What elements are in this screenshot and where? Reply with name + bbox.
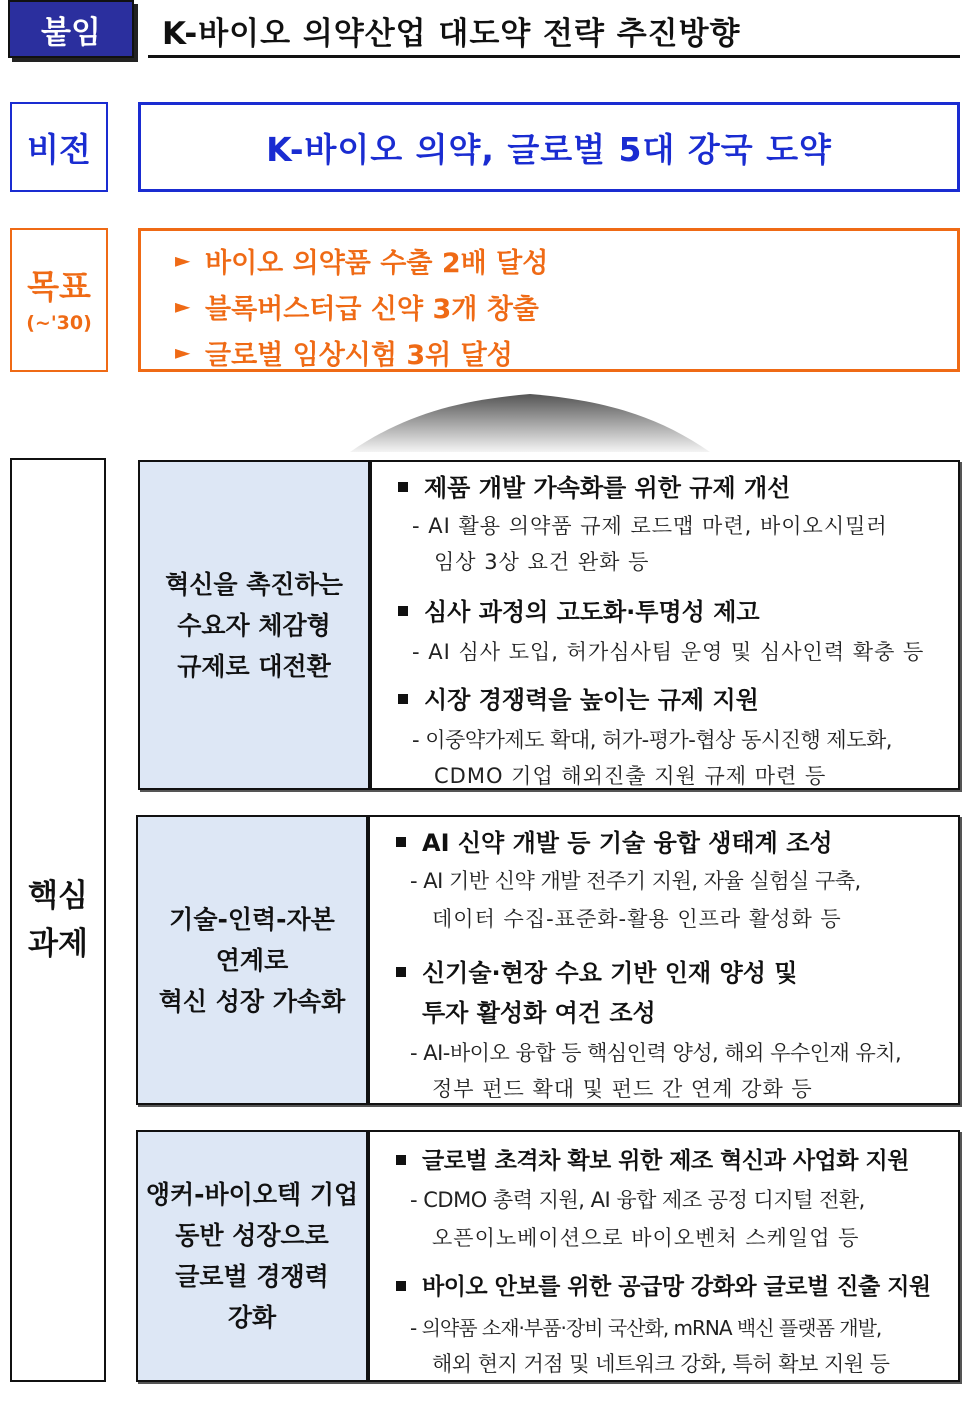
task-item-heading: 심사 과정의 고도화·투명성 제고 — [398, 592, 760, 627]
core-label-line: 과제 — [28, 926, 88, 962]
task-item-detail: - AI 심사 도입, 허가심사팀 운영 및 심사인력 확충 등 — [412, 640, 925, 664]
square-bullet-icon — [396, 1281, 406, 1291]
square-bullet-icon — [396, 967, 406, 977]
task-item-heading: AI 신약 개발 등 기술 융합 생태계 조성 — [396, 823, 833, 858]
task-item-detail: - CDMO 총력 지원, AI 융합 제조 공정 디지털 전환, — [410, 1188, 865, 1212]
title-bar — [148, 0, 960, 58]
task-item-heading: 제품 개발 가속화를 위한 규제 개선 — [398, 468, 790, 503]
goal-item-text: 블록버스터급 신약 3개 창출 — [205, 293, 539, 325]
core-label-line: 핵심 — [28, 878, 88, 914]
task-item-heading: 시장 경쟁력을 높이는 규제 지원 — [398, 680, 759, 715]
square-bullet-icon — [396, 837, 406, 847]
task-item-detail: - 의약품 소재·부품·장비 국산화, mRNA 백신 플랫폼 개발, — [410, 1316, 882, 1340]
task-item-detail: 데이터 수집-표준화-활용 인프라 활성화 등 — [432, 907, 842, 931]
task-title-line: 연계로 — [215, 945, 289, 975]
task-item-detail: 정부 펀드 확대 및 펀드 간 연계 강화 등 — [432, 1077, 813, 1101]
task-item-detail: - AI-바이오 융합 등 핵심인력 양성, 해외 우수인재 유치, — [410, 1041, 902, 1065]
goal-label — [10, 228, 108, 372]
attachment-badge: 붙임 — [8, 0, 134, 58]
task-detail-box — [370, 460, 960, 790]
goal-item — [175, 329, 957, 375]
square-bullet-icon — [398, 694, 408, 704]
triangle-bullet-icon: ► — [175, 248, 191, 272]
task-item-heading: 바이오 안보를 위한 공급망 강화와 글로벌 진출 지원 — [396, 1268, 931, 1301]
task-item-detail: CDMO 기업 해외진출 지원 규제 마련 등 — [434, 764, 827, 788]
page-title: K-바이오 의약산업 대도약 전략 추진방향 — [162, 16, 741, 52]
square-bullet-icon — [398, 606, 408, 616]
task-title-line: 수요자 체감형 — [177, 610, 331, 640]
core-tasks-label — [10, 458, 106, 1382]
goal-item-text: 바이오 의약품 수출 2배 달성 — [205, 247, 549, 279]
task-item-heading: 신기술·현장 수요 기반 인재 양성 및 — [396, 953, 797, 988]
task-title-line: 강화 — [227, 1303, 277, 1332]
task-title-line: 규제로 대전환 — [177, 651, 331, 681]
triangle-bullet-icon: ► — [175, 294, 191, 318]
goal-item — [175, 283, 957, 329]
task-title-box — [138, 460, 370, 790]
goal-box — [138, 228, 960, 372]
task-title-line: 앵커-바이오텍 기업 — [145, 1180, 359, 1209]
task-item-detail: - 이중약가제도 확대, 허가-평가-협상 동시진행 제도화, — [412, 728, 892, 752]
task-title-line: 혁신 성장 가속화 — [158, 986, 346, 1016]
goal-item-text: 글로벌 임상시험 3위 달성 — [205, 339, 513, 371]
task-title-line: 동반 성장으로 — [175, 1221, 329, 1250]
goal-item — [175, 237, 957, 283]
task-title-box — [136, 1130, 368, 1382]
task-item-heading: 글로벌 초격차 확보 위한 제조 혁신과 사업화 지원 — [396, 1142, 909, 1175]
task-item-detail: 임상 3상 요건 완화 등 — [434, 550, 650, 574]
task-item-heading-cont: 투자 활성화 여건 조성 — [422, 999, 656, 1027]
task-item-detail: 오픈이노베이션으로 바이오벤처 스케일업 등 — [432, 1226, 860, 1250]
task-title-line: 글로벌 경쟁력 — [175, 1262, 329, 1291]
triangle-bullet-icon: ► — [175, 340, 191, 364]
goal-period: (~'30) — [26, 312, 92, 334]
square-bullet-icon — [398, 482, 408, 492]
task-detail-box — [368, 815, 960, 1105]
task-title-line: 혁신을 촉진하는 — [165, 569, 343, 599]
vision-text: K-바이오 의약, 글로벌 5대 강국 도약 — [138, 102, 960, 192]
goal-label-text: 목표 — [27, 267, 91, 306]
task-item-detail: - AI 활용 의약품 규제 로드맵 마련, 바이오시밀러 — [412, 514, 888, 538]
vision-label: 비전 — [10, 102, 108, 192]
square-bullet-icon — [396, 1155, 406, 1165]
task-item-detail: - AI 기반 신약 개발 전주기 지원, 자율 실험실 구축, — [410, 869, 861, 893]
task-detail-box — [368, 1130, 960, 1382]
task-item-detail: 해외 현지 거점 및 네트워크 강화, 특허 확보 지원 등 — [432, 1352, 890, 1376]
up-arrow-icon — [350, 394, 710, 452]
task-title-box — [136, 815, 368, 1105]
task-title-line: 기술-인력-자본 — [169, 904, 335, 934]
